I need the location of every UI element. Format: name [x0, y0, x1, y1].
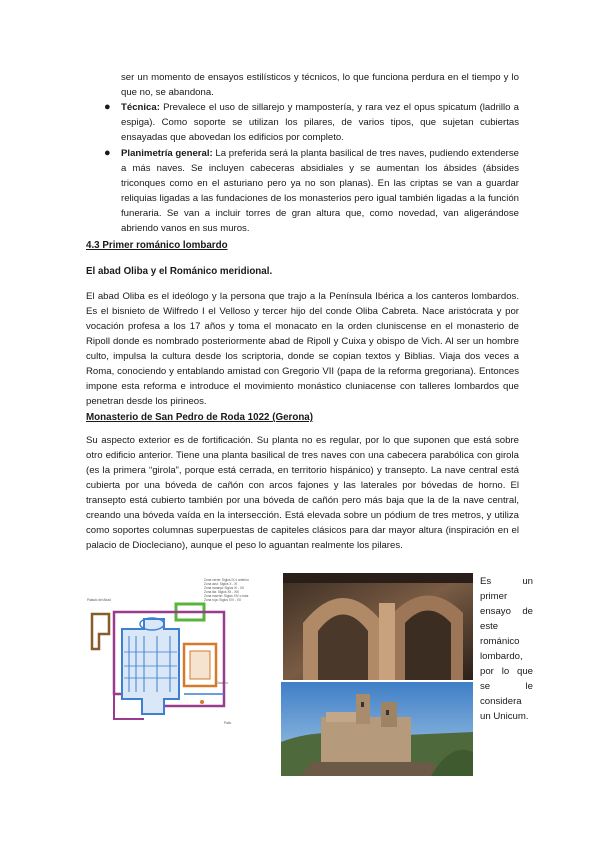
bullet-planimetria — [103, 146, 519, 236]
legend-line: Zona verde: Siglos IX o anterior — [204, 578, 249, 582]
legend-line: Zona azul: Siglos X - XI — [204, 582, 238, 586]
monastery-heading: Monasterio de San Pedro de Roda 1022 (Gerona) — [86, 412, 314, 423]
bullet-tecnica — [103, 100, 519, 145]
side-note: Es un primer ensayo de este románico lombardo, por lo que se le considera un Unicum. — [480, 576, 533, 722]
subheading: El abad Oliba y el Románico meridional. — [86, 266, 273, 277]
plan-label: Palacio del Abad — [87, 598, 111, 602]
legend-line: Zona marrón: Siglos XIV o más — [204, 594, 249, 598]
bullet-text: La preferida será la planta basilical de tres naves, pudiendo extenderse a más naves. Se incluyen cabeceras absidiales y se aumentan los ábsides (ábsides triconques como en el asturiano pero ya no son planas). En las criptas se van a guardar reliquias ligadas a las fundaciones de los monasterios pero igual también ligadas a la función funeraria. Se van a incluir torres de gran altura que, como novedad, van aligerándose abriendo vanos en sus muros. — [121, 148, 519, 234]
bullet-label: Técnica: — [121, 102, 160, 113]
section-heading: 4.3 Primer románico lombardo — [86, 240, 228, 251]
bullet-label: Planimetría general: — [121, 148, 213, 159]
monastery-exterior-photo — [281, 682, 473, 776]
bullet-dot-icon: ● — [104, 147, 111, 159]
paragraph-oliba: El abad Oliba es el ideólogo y la persona que trajo a la Península Ibérica a los canteros lombardos. Es el bisnieto de Wilfredo I el Velloso y tercer hijo del conde Oliba Cabreta. Nace aristócrata y por vocación profesa a los 17 años y toma el monacato en la orden cluniscense en el monasterio de Ripoll donde es nombrado posteriormente abad de Ripoll y Cuixa y obispo de Vich. Al ser un hombre culto, impulsa la cultura desde los scriptoria, donde se copian textos y Biblias. Viaja dos veces a Roma, conociendo y entablando amistad con Gregorio VII (papa de la reforma gregoriana). Entonces impone esta reforma e introduce el movimiento monástico cluniacense con talleres lombardos que penetran desde los pirineos. — [86, 291, 519, 407]
legend-line: Zona lila: Siglos XII - XIII — [204, 590, 239, 594]
intro-line: ser un momento de ensayos estilísticos y técnicos, lo que funciona perdura en el tiempo y lo que no, se abandona. — [121, 72, 519, 98]
bullet-dot-icon: ● — [104, 101, 111, 113]
bullet-text: Prevalece el uso de sillarejo y mampostería, y rara vez el opus spicatum (ladrillo a espiga). Como soporte se utilizan los pilares, de varios tipos, que sujetan cubiertas ensayadas que abovedan los edificios por completo. — [121, 102, 519, 143]
legend-line: Zona naranja: Siglos XI - XII — [204, 586, 244, 590]
bullet-list — [103, 100, 519, 237]
legend-line: Zona roja: Siglos XVI - XX — [204, 598, 242, 602]
floor-plan-image — [84, 574, 274, 732]
plan-label: Patio — [224, 721, 232, 725]
interior-arches-photo — [283, 573, 473, 680]
plan-label: Claustro — [216, 681, 228, 685]
paragraph-roda: Su aspecto exterior es de fortificación. Su planta no es regular, por lo que suponen que está sobre otro edificio anterior. Tiene una planta basilical de tres naves con una cabecera parabólica con girola (es la primera “girola”, porque está cerrada, en territorio hispánico) y transepto. La nave central está cubierta por una bóveda de cañón con arcos fajones y las laterales por bóvedas de horno. El transepto está cubierto también por una bóveda de cañón pero más baja que la de la nave central, creando una bóveda vaída en la intersección. Está elevada sobre un pódium de tres metros, y utiliza como soportes columnas superpuestas de capiteles clásicos para dar mayor altura (inspiración en el palacio de Diocleciano), aunque el peso lo aguantan realmente los pilares. — [86, 435, 519, 551]
